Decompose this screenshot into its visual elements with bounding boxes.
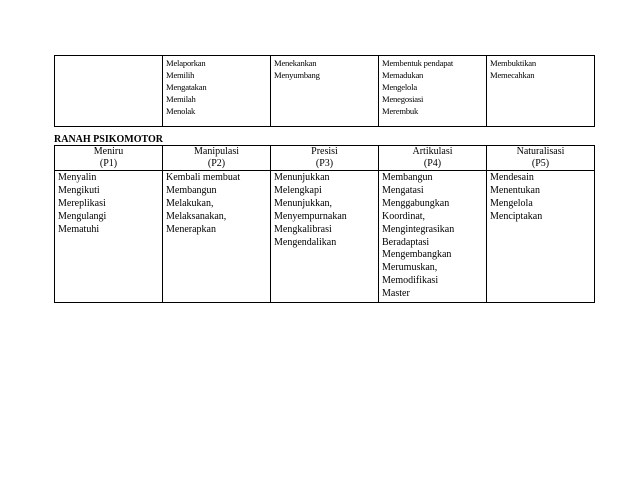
header-code: (P4) [423, 158, 442, 169]
table-cell [379, 171, 487, 303]
verb-item: Menunjukkan, [274, 197, 333, 209]
verb-item: Melaporkan [166, 58, 206, 68]
verb-item: Menentukan [490, 184, 540, 196]
verb-item: Mengatasi [382, 184, 424, 196]
verb-item: Membangun [382, 172, 433, 183]
verb-item: Memilah [166, 94, 196, 104]
verb-item: Mengelola [382, 82, 417, 92]
verb-item: Melaksanakan, [166, 210, 227, 222]
verb-item: Memodifikasi [382, 275, 439, 287]
verb-item: Mengembangkan [382, 249, 452, 261]
header-name: Meniru [93, 146, 124, 157]
verb-item: Menyumbang [274, 70, 320, 80]
header-code: (P5) [531, 158, 550, 169]
verb-item: Membangun [166, 184, 217, 196]
header-code: (P3) [315, 158, 334, 169]
verb-item: Memadukan [382, 70, 424, 80]
verb-item: Memilih [166, 70, 195, 80]
affective-continuation-table [54, 55, 595, 127]
column-header [487, 146, 595, 171]
verb-item: Mengintegrasikan [382, 223, 455, 235]
column-header [55, 146, 163, 171]
column-header [163, 146, 271, 171]
header-code: (P2) [207, 158, 226, 169]
header-name: Naturalisasi [516, 146, 565, 157]
verb-item: Mematuhi [58, 223, 100, 235]
verb-item: Mengendalikan [274, 236, 337, 248]
verb-item: Mendesain [490, 172, 534, 183]
header-name: Manipulasi [194, 146, 239, 157]
table-cell [55, 171, 163, 303]
column-header [379, 146, 487, 171]
verb-item: Master [382, 288, 410, 300]
header-name: Presisi [311, 146, 338, 157]
header-code: (P1) [99, 158, 118, 169]
table-cell [271, 56, 379, 127]
psikomotor-table [54, 145, 595, 303]
verb-item: Kembali membuat [166, 172, 241, 183]
verb-item: Mengulangi [58, 210, 107, 222]
verb-item: Merumuskan, [382, 262, 438, 274]
verb-item: Membentuk pendapat [382, 58, 454, 68]
table-cell [487, 171, 595, 303]
header-row [55, 146, 595, 171]
verb-item: Melakukan, [166, 197, 214, 209]
verb-item: Menerapkan [166, 223, 216, 235]
table-cell [271, 171, 379, 303]
table-cell [55, 56, 163, 127]
table-cell [163, 171, 271, 303]
table-row [55, 171, 595, 303]
column-header [271, 146, 379, 171]
section-title: RANAH PSIKOMOTOR [54, 134, 163, 145]
verb-item: Menggabungkan [382, 197, 450, 209]
verb-item: Menyempurnakan [274, 210, 347, 222]
verb-item: Melengkapi [274, 184, 322, 196]
verb-item: Mengelola [490, 197, 533, 209]
verb-item: Mengkalibrasi [274, 223, 332, 235]
verb-item: Merembuk [382, 106, 419, 116]
verb-item: Mengikuti [58, 184, 100, 196]
verb-item: Menekankan [274, 58, 317, 68]
verb-item: Membuktikan [490, 58, 537, 68]
verb-item: Mereplikasi [58, 197, 106, 209]
verb-item: Memecahkan [490, 70, 535, 80]
table-cell [379, 56, 487, 127]
verb-item: Menyalin [58, 172, 97, 183]
verb-item: Mengatakan [166, 82, 207, 92]
verb-item: Menciptakan [490, 210, 543, 222]
header-name: Artikulasi [412, 146, 453, 157]
table-cell [163, 56, 271, 127]
table-row [55, 56, 595, 127]
verb-item: Menunjukkan [274, 172, 330, 183]
verb-item: Koordinat, [382, 210, 426, 222]
verb-item: Menolak [166, 106, 196, 116]
verb-item: Menegosiasi [382, 94, 424, 104]
table-cell [487, 56, 595, 127]
verb-item: Beradaptasi [382, 236, 430, 248]
